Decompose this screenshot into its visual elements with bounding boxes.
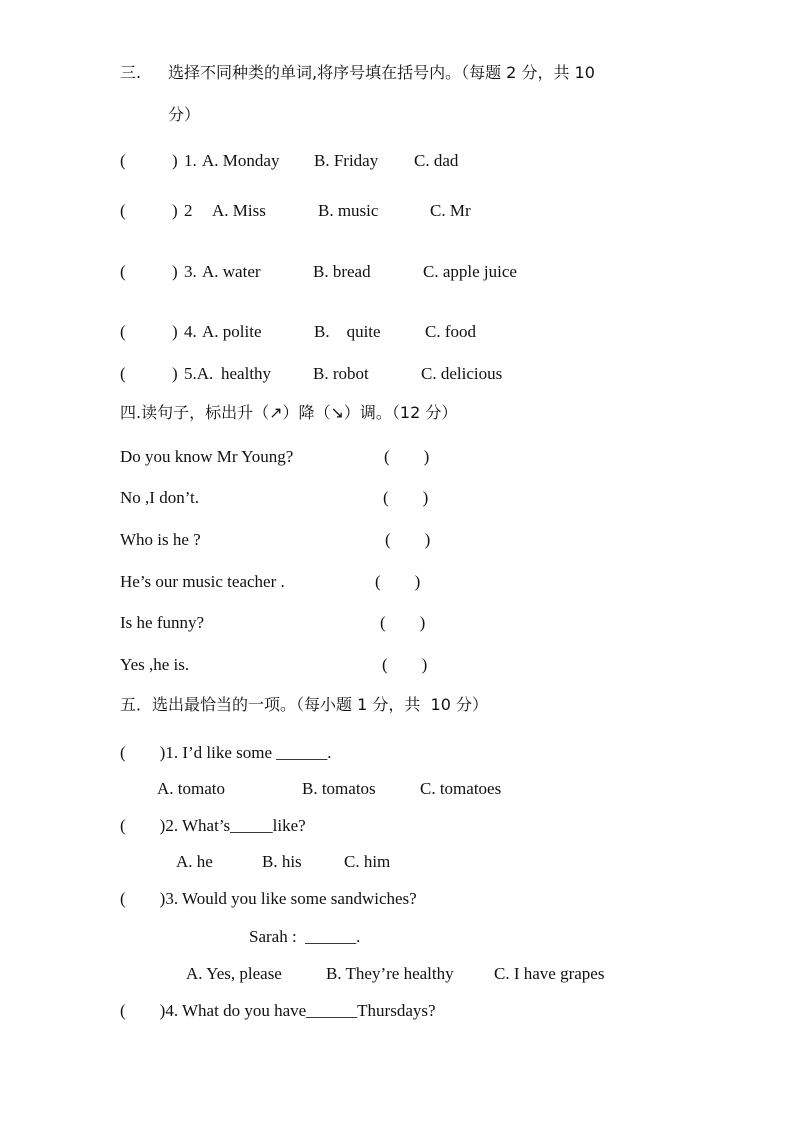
answer-paren-open: ( (120, 364, 126, 383)
q2-option-c: C. him (344, 852, 391, 871)
sentence-2: No ,I don’t. (120, 488, 200, 507)
question-1: ( )1. I’d like some ______. (120, 743, 332, 762)
answer-paren-close: ) (172, 201, 178, 220)
section4-title: 四.读句子，标出升（↗）降（↘）调。（12 分） (120, 403, 458, 422)
intonation-blank-3[interactable]: ( ) (385, 530, 431, 549)
option-b: B. bread (313, 262, 371, 281)
option-c: C. apple juice (423, 262, 517, 281)
q2-option-a: A. he (176, 852, 213, 871)
option-a: A. polite (202, 322, 262, 341)
intonation-blank-5[interactable]: ( ) (380, 613, 426, 632)
option-a: healthy (221, 364, 272, 383)
q3-option-c: C. I have grapes (494, 964, 605, 983)
section5-title: 五．选出最恰当的一项。（每小题 1 分，共 10 分） (120, 695, 488, 714)
option-b: B. quite (314, 322, 381, 341)
question-4: ( )4. What do you have______Thursdays? (120, 1001, 436, 1020)
option-c: C. dad (414, 151, 459, 170)
answer-paren-close: ) (172, 364, 178, 383)
item-number: 4. (184, 322, 197, 341)
option-c: C. delicious (421, 364, 503, 383)
intonation-blank-2[interactable]: ( ) (383, 488, 429, 507)
section3-title-cont: 分） (168, 105, 201, 124)
option-a: A. Miss (212, 201, 266, 220)
item-number: 1. (184, 151, 197, 170)
intonation-blank-4[interactable]: ( ) (375, 572, 421, 591)
option-a: A. water (202, 262, 261, 281)
question-3: ( )3. Would you like some sandwiches? (120, 889, 417, 908)
answer-paren-open: ( (120, 322, 126, 341)
answer-paren-close: ) (172, 151, 178, 170)
q3-option-a: A. Yes, please (186, 964, 282, 983)
q1-option-a: A. tomato (157, 779, 225, 798)
option-b: B. music (318, 201, 379, 220)
item-number: 5.A. (184, 364, 214, 383)
option-b: B. Friday (314, 151, 379, 170)
q1-option-c: C. tomatoes (420, 779, 502, 798)
item-number: 2 (184, 201, 193, 220)
section3-number: 三. (120, 63, 142, 82)
answer-paren-close: ) (172, 322, 178, 341)
option-c: C. food (425, 322, 476, 341)
answer-paren-close: ) (172, 262, 178, 281)
sentence-5: Is he funny? (120, 613, 205, 632)
section3-title: 选择不同种类的单词,将序号填在括号内。（每题 2 分，共 10 (168, 63, 595, 82)
q3-option-b: B. They’re healthy (326, 964, 454, 983)
sentence-4: He’s our music teacher . (120, 572, 285, 591)
answer-paren-open: ( (120, 201, 126, 220)
item-number: 3. (184, 262, 197, 281)
option-b: B. robot (313, 364, 369, 383)
intonation-blank-1[interactable]: ( ) (384, 447, 430, 466)
question-2: ( )2. What’s_____like? (120, 816, 306, 835)
q2-option-b: B. his (262, 852, 302, 871)
answer-paren-open: ( (120, 151, 126, 170)
intonation-blank-6[interactable]: ( ) (382, 655, 428, 674)
sentence-3: Who is he ? (120, 530, 201, 549)
answer-paren-open: ( (120, 262, 126, 281)
sentence-1: Do you know Mr Young? (120, 447, 294, 466)
option-a: A. Monday (202, 151, 280, 170)
q1-option-b: B. tomatos (302, 779, 376, 798)
sentence-6: Yes ,he is. (120, 655, 190, 674)
q3-reply: Sarah : ______. (249, 927, 361, 946)
option-c: C. Mr (430, 201, 471, 220)
